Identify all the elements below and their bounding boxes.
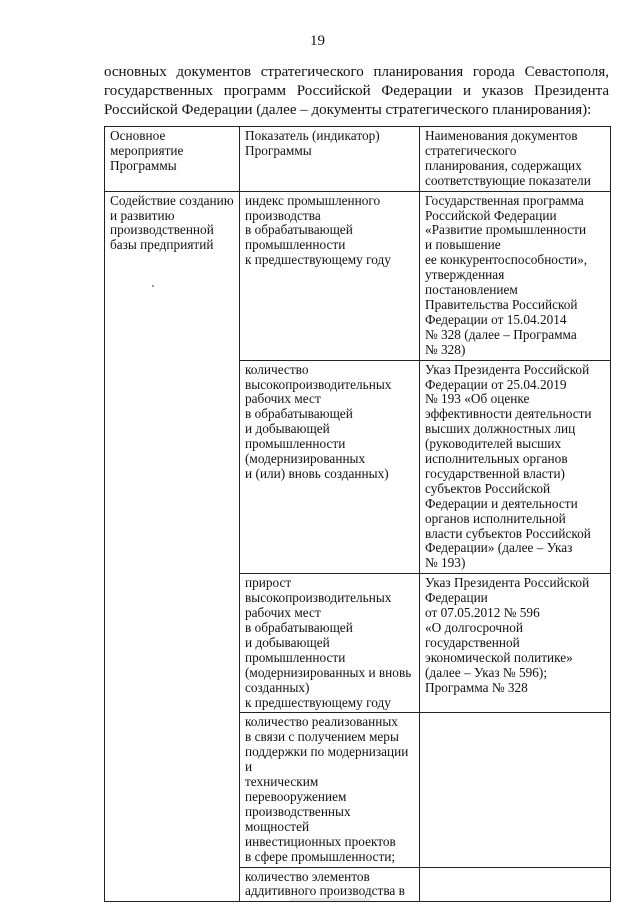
- header-documents: Наименования документов стратегического планирования, содержащих соответствующие показатели: [420, 127, 611, 192]
- scan-smudge: [290, 898, 370, 901]
- intro-line-2: государственных программ Российской Федерации и указов Президента: [104, 83, 609, 99]
- documents-cell: Государственная программа Российской Федерации «Развитие промышленности и повышение ее конкурентоспособности», утвержденная постановлением Правительства Российской Федерации от 15.04.2014 № 328 (далее – Программа № 328): [420, 191, 611, 360]
- header-indicator: Показатель (индикатор) Программы: [240, 127, 420, 192]
- intro-line-1: основных документов стратегического планирования города Севастополя,: [104, 64, 609, 80]
- measure-cell: Содействие созданию и развитию производственной базы предприятий: [105, 191, 240, 902]
- table-row: [105, 191, 611, 360]
- indicator-cell: количество высокопроизводительных рабочих мест в обрабатывающей и добывающей промышленности (модернизированных и (или) вновь созданных): [240, 360, 420, 574]
- intro-paragraph: [104, 63, 609, 120]
- indicator-cell: индекс промышленного производства в обрабатывающей промышленности к предшествующему году: [240, 191, 420, 360]
- documents-cell: [420, 713, 611, 867]
- documents-cell: Указ Президента Российской Федерации от 07.05.2012 № 596 «О долгосрочной государственной экономической политике» (далее – Указ № 596); Программа № 328: [420, 574, 611, 713]
- intro-line-3: Российской Федерации (далее – документы стратегического планирования):: [104, 102, 592, 118]
- page-number: 19: [310, 33, 325, 49]
- indicator-cell: прирост высокопроизводительных рабочих мест в обрабатывающей и добывающей промышленности (модернизированных и вновь созданных) к предшествующему году: [240, 574, 420, 713]
- strategic-documents-table: [104, 126, 611, 902]
- indicator-cell: количество элементов аддитивного производства в: [240, 867, 420, 902]
- documents-cell: [420, 867, 611, 902]
- header-measure: Основное мероприятие Программы: [105, 127, 240, 192]
- indicator-cell: количество реализованных в связи с получением меры поддержки по модернизации и техническим перевооружением производственных мощностей инвестиционных проектов в сфере промышленности;: [240, 713, 420, 867]
- table-header-row: [105, 127, 611, 192]
- scan-speck: [152, 285, 154, 287]
- documents-cell: Указ Президента Российской Федерации от 25.04.2019 № 193 «Об оценке эффективности деятельности высших должностных лиц (руководителей высших исполнительных органов государственной власти) субъектов Российской Федерации и деятельности органов исполнительной власти субъектов Российской Федерации» (далее – Указ № 193): [420, 360, 611, 574]
